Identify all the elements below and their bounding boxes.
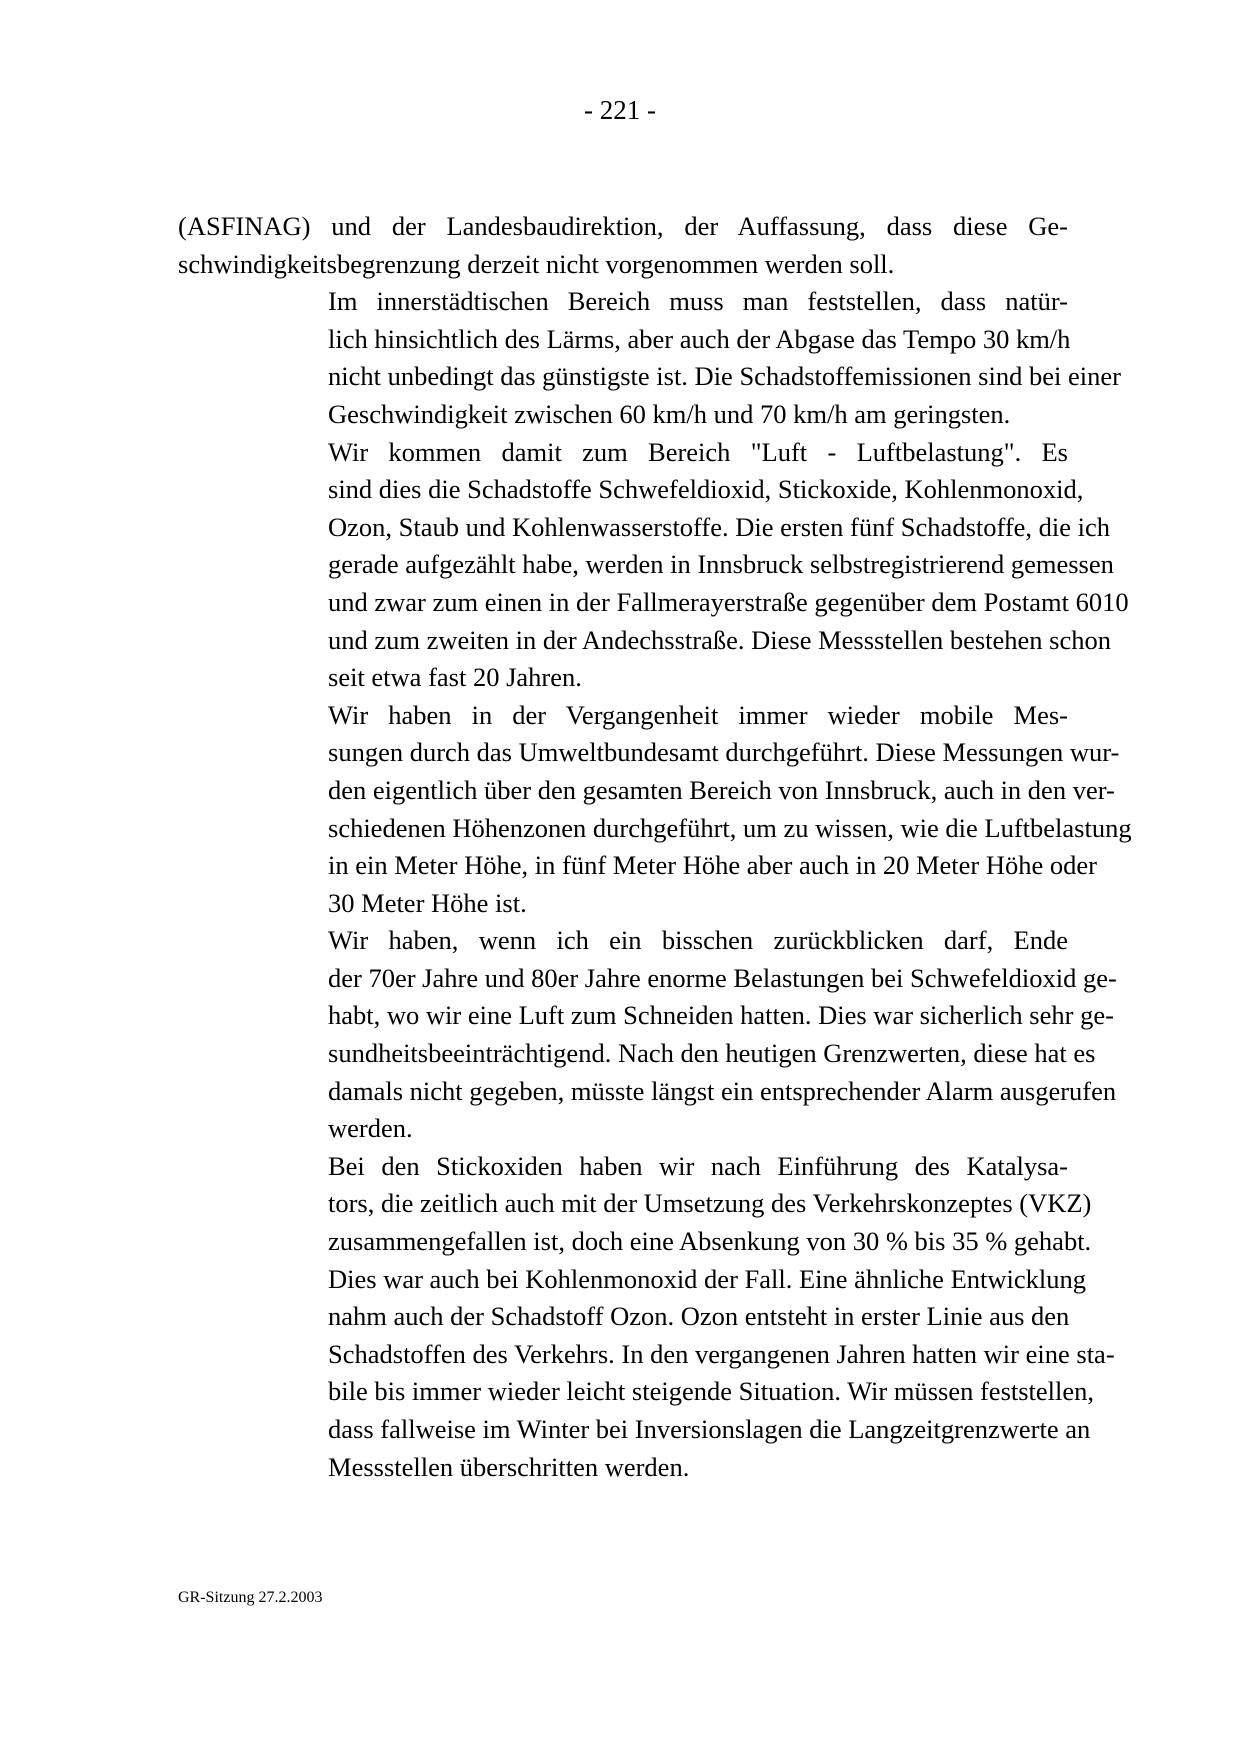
text-line: Geschwindigkeit zwischen 60 km/h und 70 km/h am geringsten. bbox=[328, 398, 1011, 429]
text-line: Wir haben, wenn ich ein bisschen zurückblicken darf, Ende bbox=[328, 925, 1068, 956]
text-line: schwindigkeitsbegrenzung derzeit nicht vorgenommen werden soll. bbox=[178, 248, 895, 279]
body-text bbox=[178, 208, 1132, 1486]
paragraph bbox=[178, 697, 1132, 923]
paragraph bbox=[178, 922, 1117, 1148]
text-line: Wir kommen damit zum Bereich "Luft - Luftbelastung". Es bbox=[328, 436, 1068, 467]
text-line: in ein Meter Höhe, in fünf Meter Höhe aber auch in 20 Meter Höhe oder bbox=[328, 850, 1097, 881]
text-line: und zwar zum einen in der Fallmerayerstraße gegenüber dem Postamt 6010 bbox=[328, 586, 1129, 617]
paragraph bbox=[178, 1148, 1115, 1486]
text-line: habt, wo wir eine Luft zum Schneiden hatten. Dies war sicherlich sehr ge- bbox=[328, 1000, 1114, 1031]
text-line: sundheitsbeeinträchtigend. Nach den heutigen Grenzwerten, diese hat es bbox=[328, 1038, 1096, 1069]
text-line: und zum zweiten in der Andechsstraße. Diese Messstellen bestehen schon bbox=[328, 624, 1112, 655]
paragraph bbox=[178, 283, 1121, 433]
text-line: dass fallweise im Winter bei Inversionslagen die Langzeitgrenzwerte an bbox=[328, 1414, 1091, 1444]
text-line: Bei den Stickoxiden haben wir nach Einführung des Katalysa- bbox=[328, 1150, 1068, 1181]
paragraph bbox=[178, 208, 1068, 283]
text-line: bile bis immer wieder leicht steigende Situation. Wir müssen feststellen, bbox=[328, 1376, 1095, 1407]
text-line: gerade aufgezählt habe, werden in Innsbruck selbstregistrierend gemessen bbox=[328, 549, 1114, 580]
text-line: Messstellen überschritten werden. bbox=[328, 1451, 690, 1482]
text-line: zusammengefallen ist, doch eine Absenkung von 30 % bis 35 % gehabt. bbox=[328, 1226, 1092, 1257]
text-line: Im innerstädtischen Bereich muss man feststellen, dass natür- bbox=[328, 286, 1068, 317]
text-line: nicht unbedingt das günstigste ist. Die Schadstoffemissionen sind bei einer bbox=[328, 361, 1121, 392]
paragraph bbox=[178, 434, 1129, 697]
footer-session-date: GR-Sitzung 27.2.2003 bbox=[178, 1589, 323, 1606]
text-line: den eigentlich über den gesamten Bereich von Innsbruck, auch in den ver- bbox=[328, 774, 1115, 805]
text-line: sungen durch das Umweltbundesamt durchgeführt. Diese Messungen wur- bbox=[328, 737, 1120, 768]
text-line: (ASFINAG) und der Landesbaudirektion, der Auffassung, dass diese Ge- bbox=[178, 211, 1068, 241]
text-line: Dies war auch bei Kohlenmonoxid der Fall. Eine ähnliche Entwicklung bbox=[328, 1263, 1086, 1294]
text-line: tors, die zeitlich auch mit der Umsetzung des Verkehrskonzeptes (VKZ) bbox=[328, 1188, 1092, 1219]
text-line: seit etwa fast 20 Jahren. bbox=[328, 662, 582, 693]
text-line: lich hinsichtlich des Lärms, aber auch der Abgase das Tempo 30 km/h bbox=[328, 323, 1071, 354]
text-line: nahm auch der Schadstoff Ozon. Ozon entsteht in erster Linie aus den bbox=[328, 1301, 1070, 1332]
text-line: der 70er Jahre und 80er Jahre enorme Belastungen bei Schwefeldioxid ge- bbox=[328, 962, 1117, 993]
text-line: werden. bbox=[328, 1113, 413, 1144]
text-line: Ozon, Staub und Kohlenwasserstoffe. Die ersten fünf Schadstoffe, die ich bbox=[328, 511, 1111, 542]
text-line: damals nicht gegeben, müsste längst ein entsprechender Alarm ausgerufen bbox=[328, 1075, 1117, 1106]
text-line: Wir haben in der Vergangenheit immer wieder mobile Mes- bbox=[328, 699, 1068, 730]
text-line: schiedenen Höhenzonen durchgeführt, um zu wissen, wie die Luftbelastung bbox=[328, 812, 1132, 843]
text-line: sind dies die Schadstoffe Schwefeldioxid, Stickoxide, Kohlenmonoxid, bbox=[328, 474, 1084, 505]
text-line: 30 Meter Höhe ist. bbox=[328, 887, 527, 918]
page-number: - 221 - bbox=[584, 95, 656, 125]
text-line: Schadstoffen des Verkehrs. In den vergangenen Jahren hatten wir eine sta- bbox=[328, 1338, 1115, 1369]
